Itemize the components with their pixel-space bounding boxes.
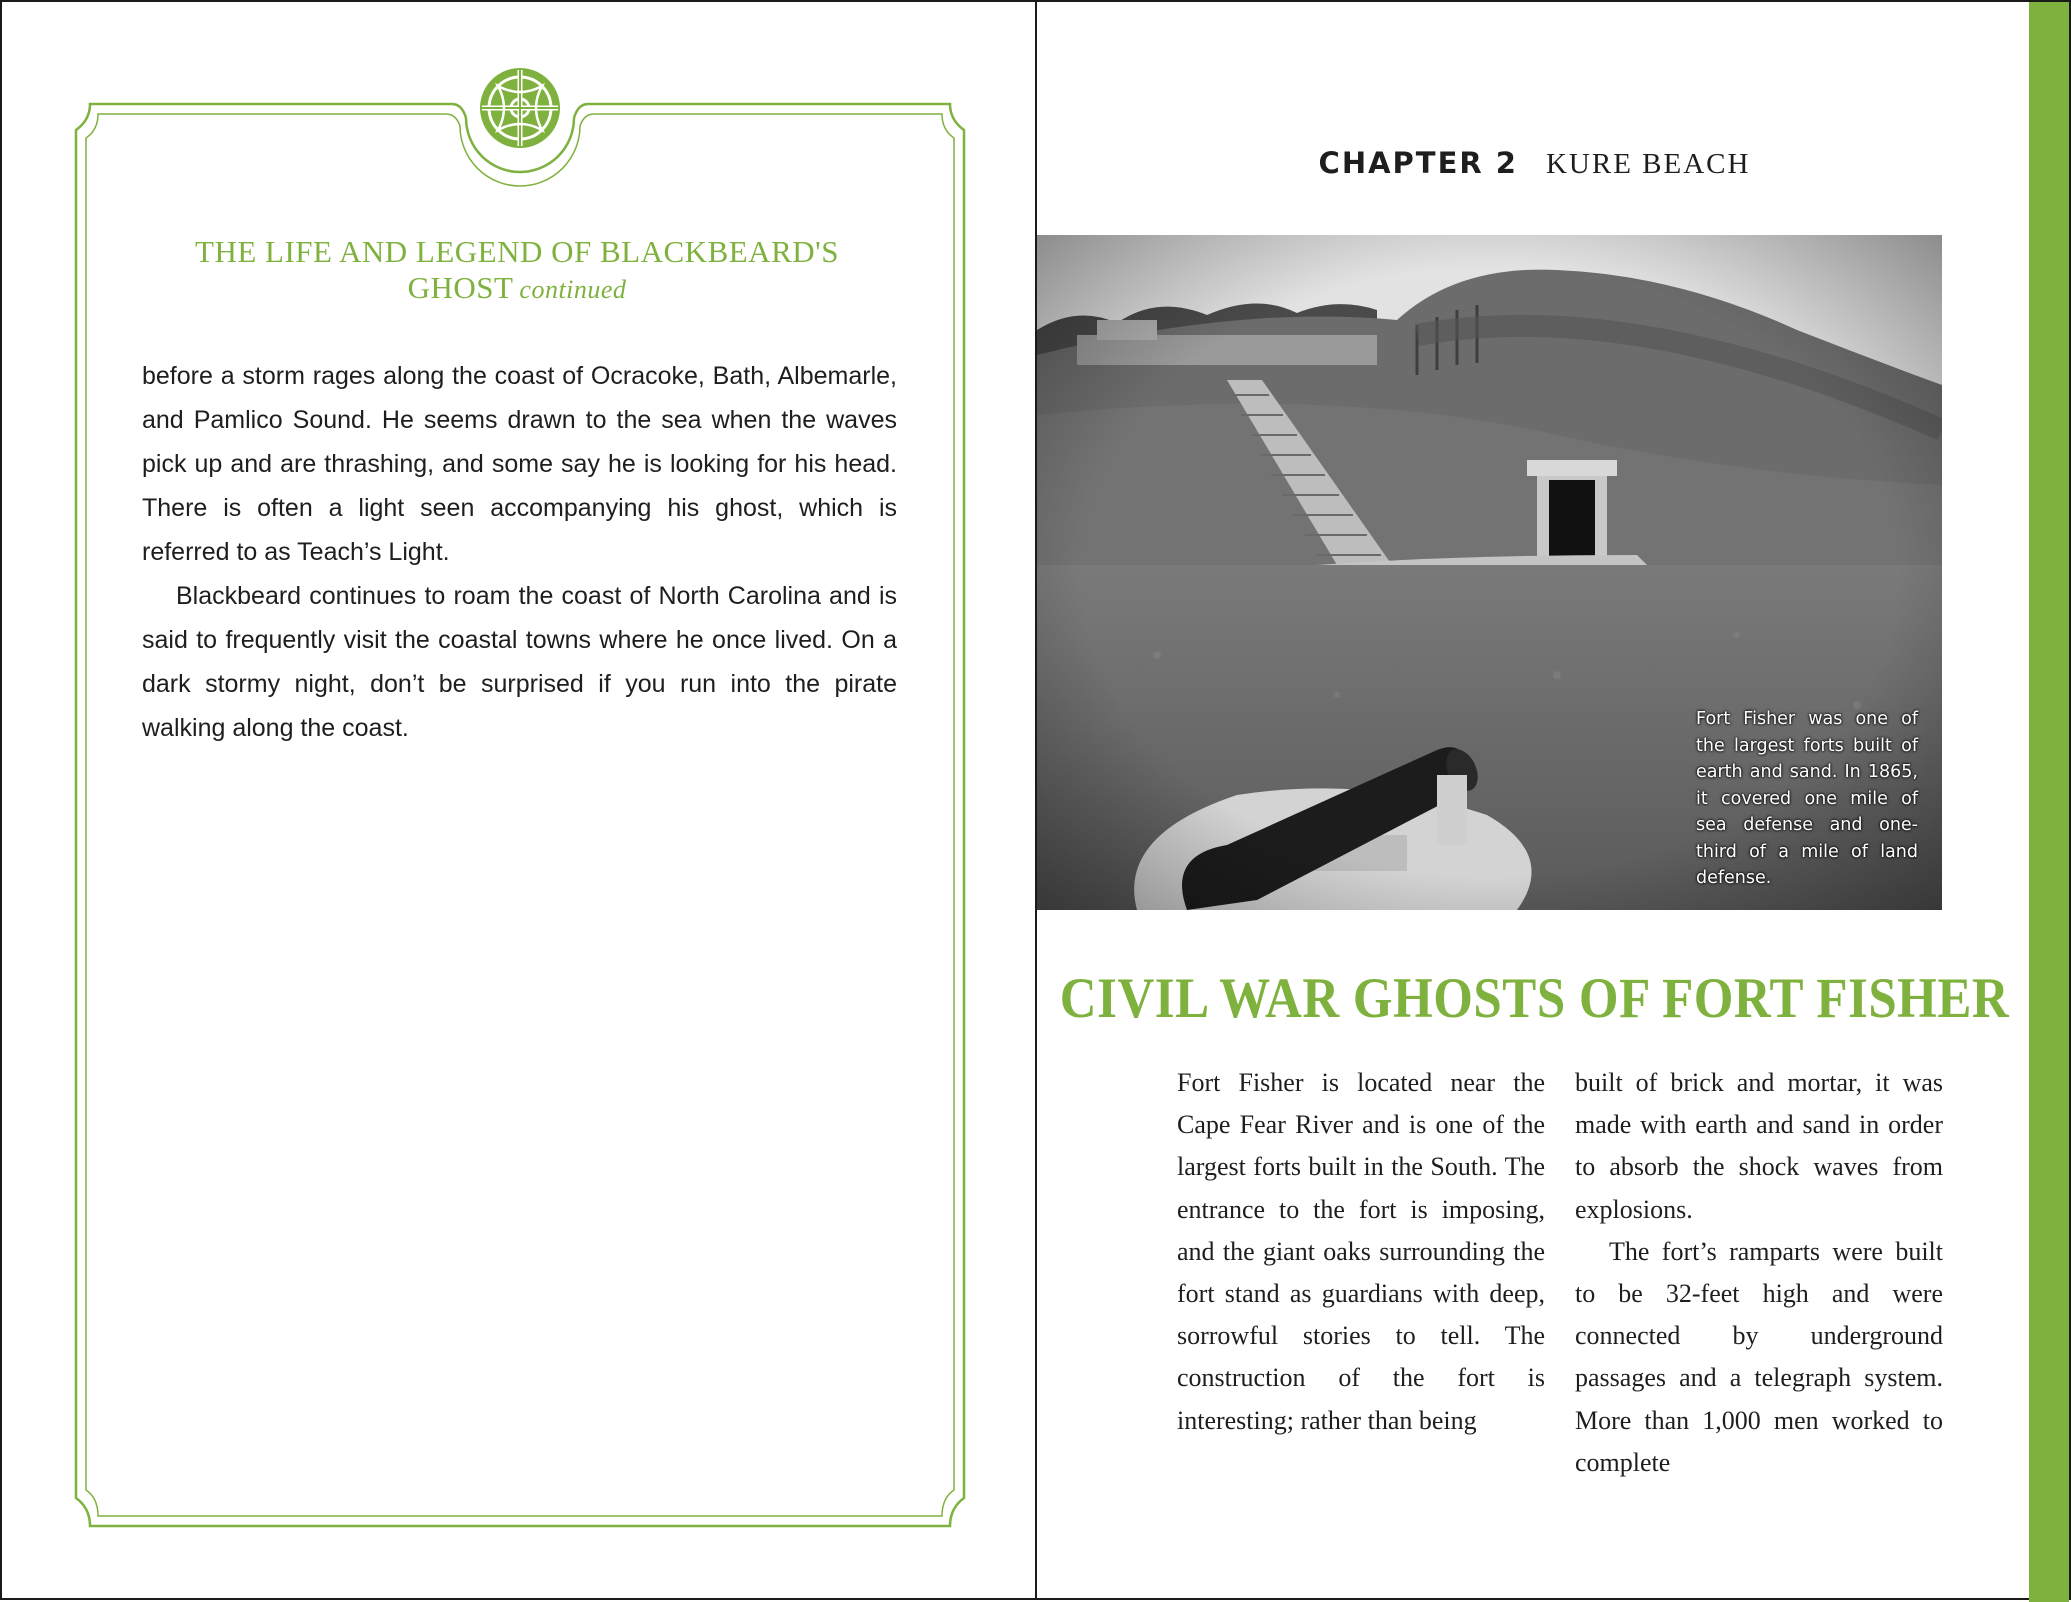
sidebar-continued-label: continued [519,275,627,304]
chapter-number: CHAPTER 2 [1318,146,1518,180]
paragraph: Fort Fisher is located near the Cape Fear River and is one of the largest forts built in the South. The entrance to the fort is imposing, and the giant oaks surrounding the fort stand as guardians with deep, sorrowful stories to tell. The construction of the fort is interesting; rather than being [1177,1068,1545,1435]
text-column-2 [1575,1062,1943,1484]
running-head [1037,146,2032,181]
article-title: CIVIL WAR GHOSTS OF FORT FISHER [1059,967,2010,1031]
chapter-place: KURE BEACH [1545,148,1751,180]
paragraph: The fort’s ramparts were built to be 32-feet high and were connected by underground passages and a telegraph system. More than 1,000 men worked to complete [1575,1236,1943,1477]
paragraph: Blackbeard continues to roam the coast of North Carolina and is said to frequently visit the coastal towns where he once lived. On a dark stormy night, don’t be surprised if you run into the pirate walking along the coast. [142,582,897,742]
left-page [0,0,1036,1600]
decorative-page-frame [62,90,978,1540]
sidebar-title: THE LIFE AND LEGEND OF BLACKBEARD'S GHOST [195,234,839,305]
paragraph: before a storm rages along the coast of Ocracoke, Bath, Albemarle, and Pamlico Sound. He seems drawn to the sea when the waves pick up and are thrashing, and some say he is looking for his head. There is often a light seen accompanying his ghost, which is referred to as Teach’s Light. [142,362,897,566]
text-column-1 [1177,1062,1545,1442]
paragraph: built of brick and mortar, it was made with earth and sand in order to absorb the shock waves from explosions. [1575,1068,1943,1224]
celtic-knot-ornament-icon [476,64,564,152]
left-body-text [142,354,897,750]
chapter-tab-bar [2029,2,2069,1602]
photo-caption: Fort Fisher was one of the largest forts built of earth and sand. In 1865, it covered one mile of sea defense and one-third of a mile of land defense. [1696,709,1918,888]
sidebar-heading [102,234,932,306]
